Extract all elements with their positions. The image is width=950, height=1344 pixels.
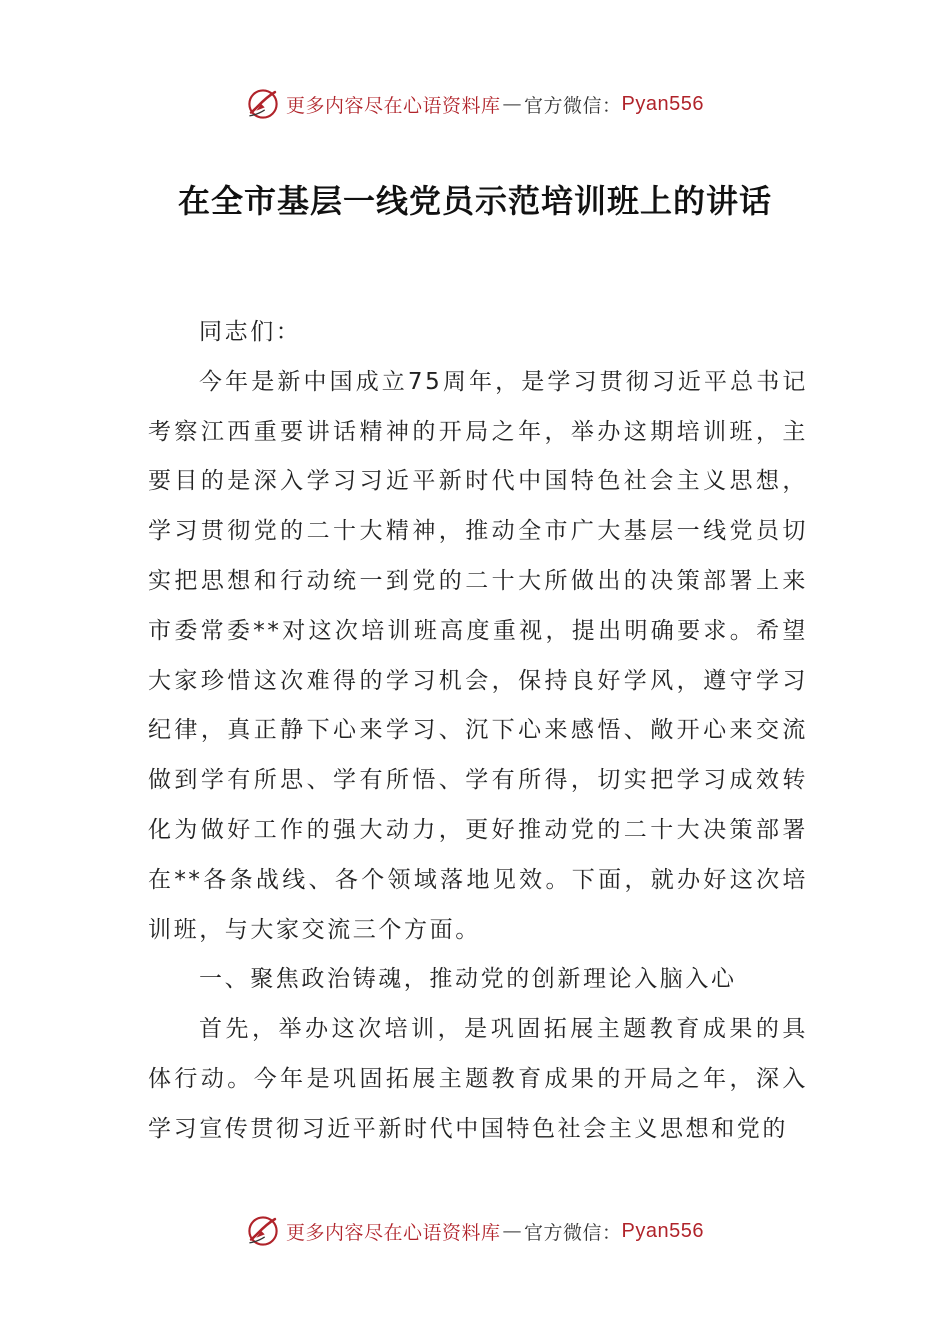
salutation: 同志们： (199, 319, 302, 345)
watermark-wechat-id: Pyan556 (621, 92, 704, 115)
watermark-wechat-id: Pyan556 (621, 1219, 704, 1242)
paragraph: 今年是新中国成立75周年，是学习贯彻习近平总书记考察江西重要讲话精神的开局之年，举办这期培训班，主要目的是深入学习习近平新时代中国特色社会主义思想，学习贯彻党的二十大精神，推动全市广大基层一线党员切实把思想和行动统一到党的二十大所做出的决策部署上来市委常委**对这次培训班高度重视，提出明确要求。希望大家珍惜这次难得的学习机会，保持良好学风，遵守学习纪律，真正静下心来学习、沉下心来感悟、敞开心来交流做到学有所思、学有所悟、学有所得，切实把学习成效转化为做好工作的强大动力，更好推动党的二十大决策部署在**各条战线、各个领域落地见效。下面，就办好这次培训班，与大家交流三个方面。 (148, 368, 808, 943)
pen-logo-icon (246, 1214, 280, 1248)
section-heading: 一、聚焦政治铸魂，推动党的创新理论入脑入心 (199, 966, 737, 993)
watermark-wechat-label: 官方微信： (524, 94, 622, 117)
watermark-footer (0, 1211, 950, 1251)
watermark-text: 更多内容尽在心语资料库 (286, 1221, 501, 1244)
paragraph: 首先，举办这次培训，是巩固拓展主题教育成果的具体行动。今年是巩固拓展主题教育成果的开局之年，深入学习宣传贯彻习近平新时代中国特色社会主义思想和党的 (148, 1016, 808, 1142)
watermark-wechat-label: 官方微信： (524, 1221, 622, 1244)
document-body (148, 308, 808, 1155)
watermark-dash: — (502, 93, 523, 115)
watermark-dash: — (502, 1220, 523, 1242)
document-title: 在全市基层一线党员示范培训班上的讲话 (177, 182, 772, 220)
watermark-text: 更多内容尽在心语资料库 (286, 94, 501, 117)
watermark-header (0, 84, 950, 124)
pen-logo-icon (246, 87, 280, 121)
